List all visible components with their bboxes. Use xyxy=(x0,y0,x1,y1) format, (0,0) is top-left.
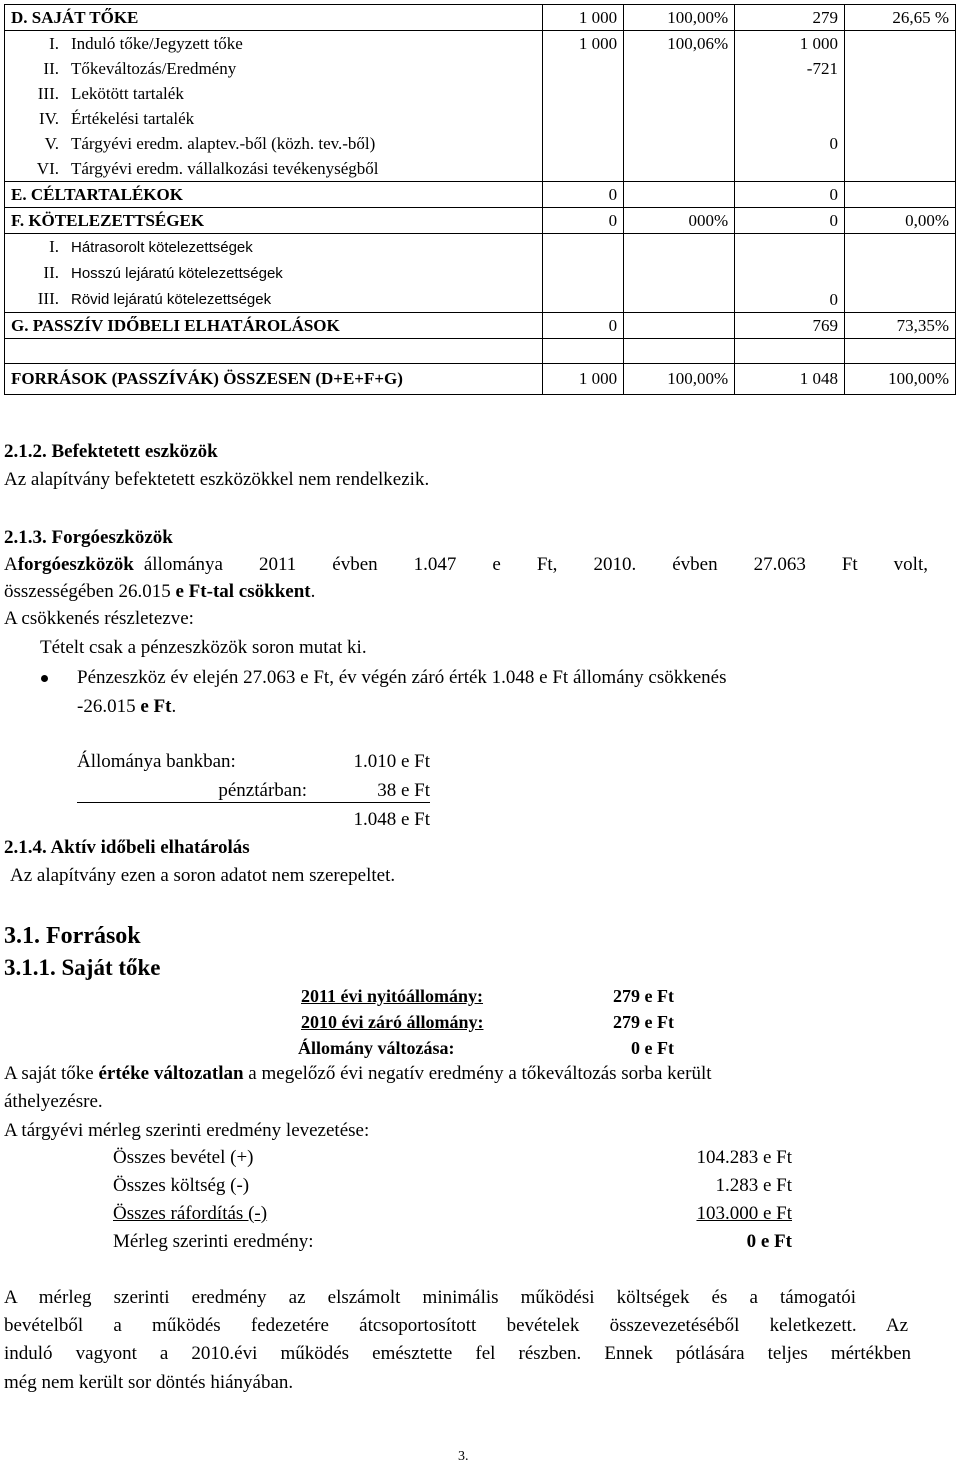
row-label-cell: F. KÖTELEZETTSÉGEK xyxy=(5,208,543,234)
change-label: Állomány változása: xyxy=(298,1038,455,1058)
value-cell: 0 xyxy=(735,182,845,208)
value-cell: 279 xyxy=(735,5,845,31)
paragraph-equity-line1 xyxy=(4,1062,712,1086)
table-row xyxy=(5,56,956,81)
row-label-cell xyxy=(5,106,543,131)
roman-numeral: III. xyxy=(37,289,59,308)
value-cell xyxy=(844,260,955,286)
value-cell xyxy=(844,156,955,182)
text: . xyxy=(171,696,177,717)
open-value: 279 e Ft xyxy=(613,986,674,1006)
value-cell xyxy=(844,339,955,364)
table-row xyxy=(5,81,956,106)
row-label: Tárgyévi eredm. vállalkozási tevékenységből xyxy=(71,159,379,178)
row-label: Induló tőke/Jegyzett tőke xyxy=(71,34,243,53)
table-row xyxy=(5,5,956,31)
row-label-cell: G. PASSZÍV IDŐBELI ELHATÁROLÁSOK xyxy=(5,313,543,339)
row-label: Hosszú lejáratú kötelezettségek xyxy=(71,265,283,282)
text-bold: e Ft-tal csökkent xyxy=(175,581,311,602)
row-label-cell xyxy=(5,234,543,261)
value-cell xyxy=(542,339,623,364)
bank-label: Állománya bankban: xyxy=(77,751,236,772)
heading-2-1-3: 2.1.3. Forgóeszközök xyxy=(4,527,173,548)
paragraph-2-1-4: Az alapítvány ezen a soron adatot nem szerepeltet. xyxy=(10,865,396,886)
value-cell xyxy=(844,106,955,131)
row-label: Tőkeváltozás/Eredmény xyxy=(71,59,237,78)
table-row xyxy=(5,31,956,57)
table-row xyxy=(5,156,956,182)
roman-numeral: VI. xyxy=(36,159,59,178)
cost-label: Összes költség (-) xyxy=(113,1175,250,1196)
row-label-cell xyxy=(5,56,543,81)
text: -26.015 xyxy=(77,696,136,717)
value-cell xyxy=(624,156,735,182)
value-cell xyxy=(735,106,845,131)
roman-numeral: IV. xyxy=(39,109,59,128)
value-cell: 0 xyxy=(542,313,623,339)
text-bold: értéke változatlan xyxy=(98,1063,244,1084)
value-cell xyxy=(844,81,955,106)
text: összességében 26.015 xyxy=(4,581,171,602)
bullet-line2 xyxy=(77,695,176,719)
paragraph-result-line3: induló vagyont a 2010.évi működés emésztette fel részben. Ennek pótlására teljes mértékben xyxy=(4,1343,911,1364)
value-cell xyxy=(542,260,623,286)
value-cell: 0,00% xyxy=(844,208,955,234)
text: Aktív időbeli elhatárolás xyxy=(50,837,250,858)
text: állománya 2011 évben 1.047 e Ft, 2010. évben 27.063 Ft volt, xyxy=(143,554,928,575)
text: a megelőző évi negatív eredmény a tőkeváltozás sorba került xyxy=(248,1063,712,1084)
roman-numeral: I. xyxy=(49,34,59,53)
text: A saját tőke xyxy=(4,1063,94,1084)
value-cell: 0 xyxy=(735,286,845,313)
value-cell xyxy=(542,156,623,182)
value-cell: 1 000 xyxy=(542,364,623,395)
paragraph-2-1-3-line2 xyxy=(4,580,315,604)
value-cell: 0 xyxy=(735,208,845,234)
table-row xyxy=(5,182,956,208)
value-cell xyxy=(542,106,623,131)
cost-value: 1.283 e Ft xyxy=(715,1175,792,1196)
value-cell xyxy=(542,131,623,156)
value-cell: 0 xyxy=(735,131,845,156)
result-value: 0 e Ft xyxy=(746,1231,792,1252)
value-cell xyxy=(844,182,955,208)
value-cell xyxy=(735,260,845,286)
row-label: Tárgyévi eredm. alaptev.-ből (közh. tev.-ből) xyxy=(71,134,376,153)
paragraph-2-1-3-line3: A csökkenés részletezve: xyxy=(4,608,194,629)
row-label-cell xyxy=(5,31,543,57)
row-label-cell xyxy=(5,131,543,156)
value-cell xyxy=(735,339,845,364)
value-cell xyxy=(624,234,735,261)
row-label-cell xyxy=(5,81,543,106)
text: A xyxy=(4,554,18,575)
table-row xyxy=(5,131,956,156)
text-bold: e Ft xyxy=(140,696,172,717)
paragraph-2-1-2: Az alapítvány befektetett eszközökkel nem rendelkezik. xyxy=(4,469,430,490)
value-cell xyxy=(624,106,735,131)
cash-row xyxy=(77,779,430,803)
value-cell: 1 000 xyxy=(542,5,623,31)
cash-label: pénztárban: xyxy=(218,780,307,801)
paragraph-2-1-3-line4: Tételt csak a pénzeszközök soron mutat ki. xyxy=(40,637,367,658)
balance-table xyxy=(4,4,956,395)
row-label-cell xyxy=(5,286,543,313)
value-cell xyxy=(624,313,735,339)
expense-label: Összes ráfordítás (-) xyxy=(113,1203,268,1224)
table-row xyxy=(5,313,956,339)
roman-numeral: II. xyxy=(43,59,59,78)
revenue-label: Összes bevétel (+) xyxy=(113,1147,254,1168)
value-cell xyxy=(542,81,623,106)
row-label: Hátrasorolt kötelezettségek xyxy=(71,239,253,256)
bullet-line1: Pénzeszköz év elején 27.063 e Ft, év végén záró érték 1.048 e Ft állomány csökkenés xyxy=(77,667,727,688)
value-cell xyxy=(624,182,735,208)
table-row xyxy=(5,208,956,234)
paragraph-equity-line2: áthelyezésre. xyxy=(4,1091,103,1112)
roman-numeral: III. xyxy=(37,84,59,103)
value-cell: 100,00% xyxy=(624,5,735,31)
value-cell: 0 xyxy=(542,182,623,208)
table-row xyxy=(5,260,956,286)
value-cell xyxy=(844,286,955,313)
text: 2.1.4. xyxy=(4,837,47,858)
table-row xyxy=(5,286,956,313)
total-value: 1.048 e Ft xyxy=(353,809,430,830)
value-cell xyxy=(624,339,735,364)
paragraph-derivation: A tárgyévi mérleg szerinti eredmény levezetése: xyxy=(4,1120,370,1141)
paragraph-result-line4: még nem került sor döntés hiányában. xyxy=(4,1372,294,1393)
value-cell xyxy=(542,56,623,81)
heading-2-1-2: 2.1.2. Befektetett eszközök xyxy=(4,441,218,462)
value-cell xyxy=(624,81,735,106)
value-cell: 1 000 xyxy=(735,31,845,57)
close-value: 279 e Ft xyxy=(613,1012,674,1032)
roman-numeral: II. xyxy=(43,263,59,282)
value-cell: 100,00% xyxy=(844,364,955,395)
value-cell xyxy=(624,260,735,286)
heading-3-1-1: 3.1.1. Saját tőke xyxy=(4,955,161,980)
table-row xyxy=(5,339,956,364)
value-cell: 73,35% xyxy=(844,313,955,339)
open-label: 2011 évi nyitóállomány: xyxy=(301,986,484,1006)
value-cell: 100,06% xyxy=(624,31,735,57)
heading-2-1-4 xyxy=(4,836,250,860)
row-label: Rövid lejáratú kötelezettségek xyxy=(71,291,272,308)
row-label-cell: FORRÁSOK (PASSZÍVÁK) ÖSSZESEN (D+E+F+G) xyxy=(5,364,543,395)
table-row xyxy=(5,234,956,261)
page-number: 3. xyxy=(458,1449,469,1464)
value-cell xyxy=(735,234,845,261)
revenue-value: 104.283 e Ft xyxy=(696,1147,792,1168)
value-cell xyxy=(735,156,845,182)
value-cell: 1 000 xyxy=(542,31,623,57)
change-value: 0 e Ft xyxy=(631,1038,674,1058)
value-cell xyxy=(844,56,955,81)
value-cell: 0 xyxy=(542,208,623,234)
cash-value: 38 e Ft xyxy=(377,780,430,801)
text: . xyxy=(310,581,316,602)
heading-3-1: 3.1. Források xyxy=(4,923,141,949)
value-cell xyxy=(844,131,955,156)
row-label-cell: E. CÉLTARTALÉKOK xyxy=(5,182,543,208)
value-cell xyxy=(624,56,735,81)
row-label: Lekötött tartalék xyxy=(71,84,184,103)
value-cell xyxy=(542,286,623,313)
value-cell: 26,65 % xyxy=(844,5,955,31)
row-label-cell xyxy=(5,260,543,286)
result-label: Mérleg szerinti eredmény: xyxy=(113,1231,314,1252)
bank-value: 1.010 e Ft xyxy=(353,751,430,772)
paragraph-result-line1: A mérleg szerinti eredmény az elszámolt minimális működési költségek és a támogatói xyxy=(4,1287,856,1308)
value-cell: -721 xyxy=(735,56,845,81)
expense-value: 103.000 e Ft xyxy=(696,1203,792,1224)
bullet-icon xyxy=(41,675,48,682)
value-cell: 1 048 xyxy=(735,364,845,395)
value-cell: 769 xyxy=(735,313,845,339)
table-row xyxy=(5,364,956,395)
value-cell xyxy=(624,131,735,156)
value-cell xyxy=(844,234,955,261)
value-cell xyxy=(844,31,955,57)
row-label-cell xyxy=(5,339,543,364)
value-cell: 100,00% xyxy=(624,364,735,395)
value-cell xyxy=(542,234,623,261)
row-label: Értékelési tartalék xyxy=(71,109,195,128)
table-row xyxy=(5,106,956,131)
text-bold: forgóeszközök xyxy=(17,554,134,575)
value-cell xyxy=(624,286,735,313)
roman-numeral: V. xyxy=(44,134,59,153)
value-cell xyxy=(735,81,845,106)
paragraph-2-1-3-line1 xyxy=(4,553,928,577)
close-label: 2010 évi záró állomány: xyxy=(301,1012,484,1032)
roman-numeral: I. xyxy=(49,237,59,256)
value-cell: 000% xyxy=(624,208,735,234)
row-label-cell xyxy=(5,156,543,182)
row-label-cell: D. SAJÁT TŐKE xyxy=(5,5,543,31)
paragraph-result-line2: bevételből a működés fedezetére átcsoportosított bevételek összevezetéséből keletkezett. Az xyxy=(4,1315,908,1336)
